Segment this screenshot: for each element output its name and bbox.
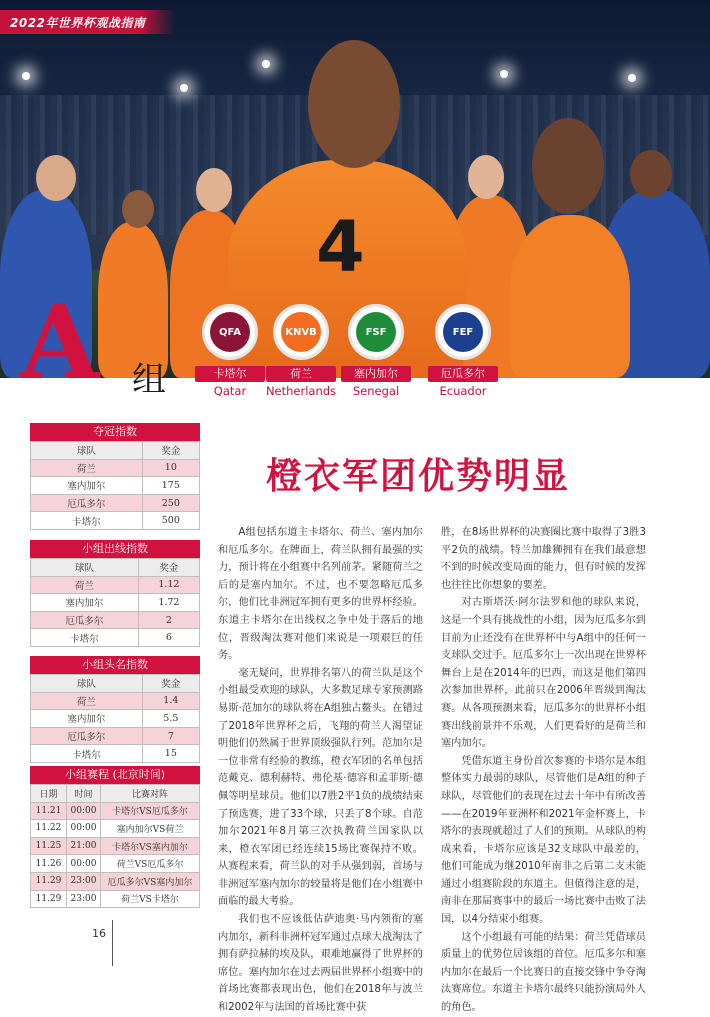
table-row	[31, 512, 200, 530]
team-logo-abbr: QFA	[210, 312, 250, 352]
table-row	[31, 710, 200, 728]
table-cell: 1.12	[138, 576, 199, 594]
table-cell: 厄瓜多尔	[31, 494, 143, 512]
table-cell: 卡塔尔VS厄瓜多尔	[101, 802, 200, 820]
champion-odds-table	[30, 423, 200, 530]
table-cell: 11.21	[31, 802, 67, 820]
table-cell: 荷兰	[31, 576, 139, 594]
table-row	[31, 692, 200, 710]
table-row	[31, 855, 200, 873]
table-cell: 11.26	[31, 855, 67, 873]
floodlight	[500, 70, 508, 78]
player-main-head	[308, 40, 400, 168]
player-head	[36, 155, 76, 201]
table-row	[31, 872, 200, 890]
table-row	[31, 890, 200, 908]
table-cell: 厄瓜多尔	[31, 611, 139, 629]
table-cell: 250	[142, 494, 199, 512]
table-cell: 厄瓜多尔	[31, 727, 143, 745]
floodlight	[180, 84, 188, 92]
fsf-lion-icon	[348, 304, 404, 360]
table-row	[31, 820, 200, 838]
table-header: 日期	[31, 785, 67, 803]
table-row	[31, 837, 200, 855]
player-orange-5	[510, 215, 630, 378]
table-cell: 卡塔尔	[31, 629, 139, 647]
table-title: 夺冠指数	[30, 423, 200, 441]
floodlight	[262, 60, 270, 68]
table-row	[31, 727, 200, 745]
table-cell: 15	[142, 745, 199, 763]
article-paragraph: 这个小组最有可能的结果：荷兰凭借球员质量上的优势位居该组的首位。厄瓜多尔和塞内加尔在最后一个比赛日的直接交锋中争夺淘汰赛席位。东道主卡塔尔最终只能扮演局外人的角色。	[441, 931, 646, 1014]
player-head	[532, 118, 604, 214]
table-cell: 塞内加尔VS荷兰	[101, 820, 200, 838]
table-row	[31, 802, 200, 820]
table-cell: 500	[142, 512, 199, 530]
table-row	[31, 594, 200, 612]
table-cell: 11.25	[31, 837, 67, 855]
article-paragraph: 对古斯塔沃·阿尔法罗和他的球队来说，这是一个具有挑战性的小组，因为厄瓜多尔到目前为止还没有在世界杯中与A组中的任何一支球队交过手。厄瓜多尔上一次出现在世界杯舞台上是在2014年的巴西，而这是他们第四次参加世界杯，此前只在2006年晋级到淘汰赛。从各项预测来看，厄瓜多尔的世界杯小组赛出线前景并不乐观，人们更看好的是荷兰和塞内加尔。	[441, 597, 646, 750]
table-row	[31, 459, 200, 477]
article-paragraph: A组包括东道主卡塔尔、荷兰、塞内加尔和厄瓜多尔。在牌面上，荷兰队拥有最强的实力，预计将在小组赛中名列前茅。紧随荷兰之后的是塞内加尔。不过，也不要忽略厄瓜多尔，他们比非洲冠军拥有更多的世界杯经验。东道主卡塔尔在出线权之争中处于落后的地位，晋级淘汰赛对他们来说是一项艰巨的任务。	[218, 527, 423, 662]
player-head	[122, 190, 154, 228]
table-title: 小组出线指数	[30, 540, 200, 558]
table-header: 时间	[67, 785, 101, 803]
fef-crest-icon	[435, 304, 491, 360]
page-rule	[112, 920, 113, 966]
table-row	[31, 629, 200, 647]
page-number: 16	[92, 927, 106, 940]
table-cell: 175	[142, 477, 199, 495]
team-logo-abbr: FEF	[443, 312, 483, 352]
table-cell: 塞内加尔	[31, 710, 143, 728]
table-cell: 荷兰VS厄瓜多尔	[101, 855, 200, 873]
schedule-table	[30, 766, 200, 908]
table-cell: 荷兰	[31, 692, 143, 710]
table-cell: 卡塔尔VS塞内加尔	[101, 837, 200, 855]
table-cell: 23:00	[67, 872, 101, 890]
table-cell: 5.5	[142, 710, 199, 728]
group-word: 组	[132, 360, 166, 400]
table-cell: 11.22	[31, 820, 67, 838]
team-qatar	[191, 304, 269, 398]
table-cell: 23:00	[67, 890, 101, 908]
article-headline: 橙衣军团优势明显	[266, 456, 571, 497]
team-name-en: Qatar	[213, 384, 247, 398]
table-cell: 00:00	[67, 802, 101, 820]
team-name-en: Ecuador	[439, 384, 487, 398]
team-name-cn: 厄瓜多尔	[428, 366, 498, 382]
table-cell: 2	[138, 611, 199, 629]
team-name-cn: 卡塔尔	[195, 366, 265, 382]
team-name-en: Netherlands	[265, 384, 337, 398]
table-cell: 00:00	[67, 855, 101, 873]
article-paragraph: 凭借东道主身份首次参赛的卡塔尔是本组整体实力最弱的球队，尽管他们是A组的种子球队，尽管他们的表现在过去十年中有所改善——在2019年亚洲杯和2021年金杯赛上，卡塔尔的表现就超过了人们的预期。从球队的构成来看，卡塔尔应该是32支球队中最差的，他们可能成为继2010年南非之后第二支未能通过小组赛阶段的东道主。但值得注意的是，南非在那届赛事中的最后一场比赛中击败了法国，以4分结束小组赛。	[441, 755, 646, 926]
top-odds-table	[30, 656, 200, 763]
team-name-cn: 荷兰	[266, 366, 336, 382]
team-logo-abbr: KNVB	[281, 312, 321, 352]
table-cell: 荷兰	[31, 459, 143, 477]
table-title: 小组头名指数	[30, 656, 200, 674]
team-senegal	[337, 304, 415, 398]
team-ecuador	[424, 304, 502, 398]
jersey-number: 4	[316, 206, 365, 288]
table-cell: 10	[142, 459, 199, 477]
table-cell: 厄瓜多尔VS塞内加尔	[101, 872, 200, 890]
header-tag: 2022年世界杯观战指南	[10, 15, 146, 30]
player-head	[196, 168, 232, 212]
table-cell: 1.4	[142, 692, 199, 710]
table-header: 比赛对阵	[101, 785, 200, 803]
table-row	[31, 745, 200, 763]
team-name-en: Senegal	[352, 384, 400, 398]
floodlight	[628, 74, 636, 82]
floodlight	[22, 72, 30, 80]
table-header: 奖金	[142, 675, 199, 693]
team-logo-abbr: FSF	[356, 312, 396, 352]
table-row	[31, 576, 200, 594]
table-header: 球队	[31, 442, 143, 460]
qualify-odds-table	[30, 540, 200, 647]
article-paragraph: 胜，在8场世界杯的决赛圈比赛中取得了3胜3平2负的战绩。特兰加雄狮拥有在我们最意想不到的时候改变局面的能力，但有时候的发挥也往往比你想象的要差。	[441, 527, 646, 591]
group-letter: A	[20, 283, 100, 403]
qfa-crest-icon	[202, 304, 258, 360]
table-row	[31, 477, 200, 495]
article-column-1	[218, 524, 423, 1017]
player-head	[630, 150, 672, 198]
table-header: 奖金	[142, 442, 199, 460]
article-paragraph: 我们也不应该低估萨迪奥·马内领衔的塞内加尔，新科非洲杯冠军通过点球大战淘汰了拥有萨拉赫的埃及队，艰难地赢得了世界杯的席位。塞内加尔在过去两届世界杯小组赛中的首场比赛都表现出色，他们在2018年与波兰和2002年与法国的首场比赛中获	[218, 914, 423, 1014]
table-cell: 荷兰VS卡塔尔	[101, 890, 200, 908]
table-cell: 塞内加尔	[31, 477, 143, 495]
header-band	[0, 10, 175, 34]
team-name-cn: 塞内加尔	[341, 366, 411, 382]
table-cell: 21:00	[67, 837, 101, 855]
table-row	[31, 611, 200, 629]
table-cell: 7	[142, 727, 199, 745]
table-cell: 11.29	[31, 872, 67, 890]
table-header: 球队	[31, 559, 139, 577]
table-cell: 00:00	[67, 820, 101, 838]
table-cell: 塞内加尔	[31, 594, 139, 612]
knvb-lion-icon	[273, 304, 329, 360]
table-cell: 11.29	[31, 890, 67, 908]
player-head	[468, 155, 504, 199]
table-cell: 卡塔尔	[31, 512, 143, 530]
table-title: 小组赛程 (北京时间)	[30, 766, 200, 784]
table-cell: 卡塔尔	[31, 745, 143, 763]
table-row	[31, 494, 200, 512]
table-cell: 6	[138, 629, 199, 647]
table-cell: 1.72	[138, 594, 199, 612]
table-header: 奖金	[138, 559, 199, 577]
article-column-2	[441, 524, 646, 1017]
article-paragraph: 毫无疑问，世界排名第八的荷兰队是这个小组最受欢迎的球队，大多数足球专家预测路易斯·范加尔的球队将在A组独占鳌头。在错过了2018年世界杯之后，飞翔的荷兰人渴望证明他们仍然属于世界顶级强队行列。范加尔是一位非常有经验的教练，橙衣军团的名单包括范戴克、德利赫特、弗伦基·德容和孟菲斯·德佩等明星球员。他们以7胜2平1负的战绩结束了预选赛，进了33个球，只丢了8个球。自范加尔2021年8月第三次执教荷兰国家队以来，橙衣军团已经连续15场比赛保持不败。从赛程来看，荷兰队的对手从强到弱，首场与非洲冠军塞内加尔的较量将是他们在小组赛中面临的最大考验。	[218, 667, 423, 908]
team-netherlands	[262, 304, 340, 398]
table-header: 球队	[31, 675, 143, 693]
